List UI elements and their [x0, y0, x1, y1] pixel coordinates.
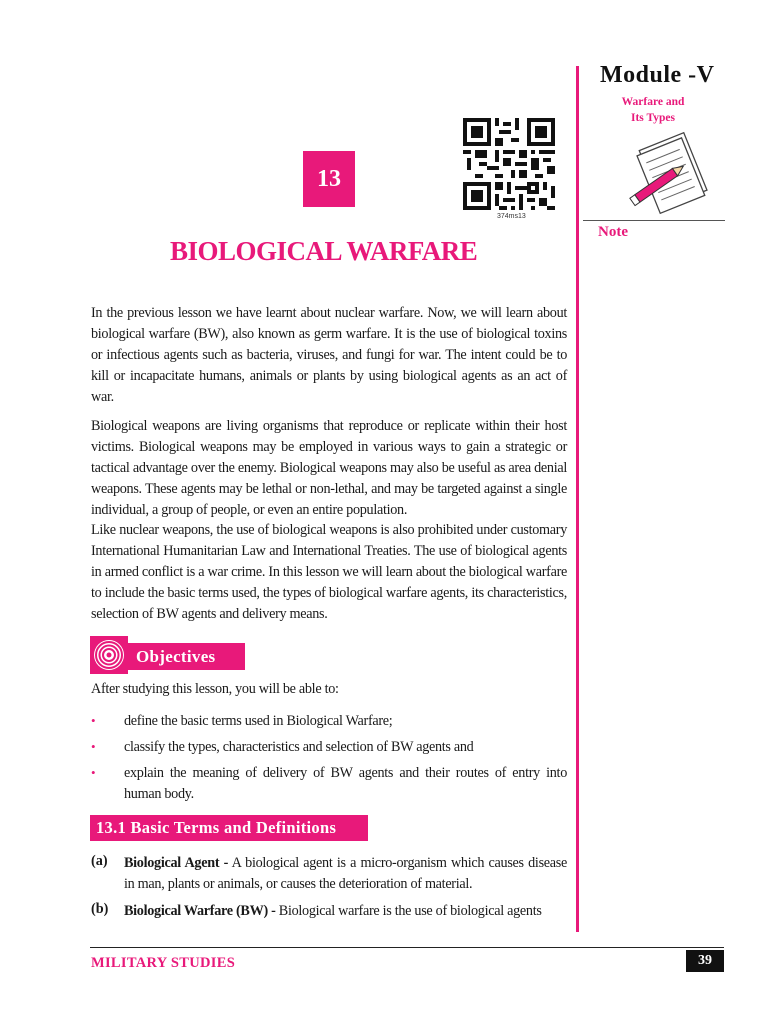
objectives-heading [128, 643, 245, 670]
qr-code-icon[interactable] [463, 117, 555, 216]
objective-item: classify the types, characteristics and selection of BW agents and [124, 739, 474, 755]
qr-caption: 374ms13 [497, 213, 526, 220]
module-subtitle-line2: Its Types [631, 112, 675, 124]
bullet-icon: • [91, 739, 96, 754]
intro-paragraph-3: Like nuclear weapons, the use of biological weapons is also prohibited under customary International Humanitarian Law and International Treaties. The use of biological agents in armed conflict is a war crime. In this lesson we will learn about the biological warfare to include the basic terms used, the types of biological warfare agents, its characteristics, selection of BW agents and delivery means. [91, 522, 567, 622]
note-label: Note [598, 224, 628, 240]
notepad-pencil-icon [620, 126, 720, 225]
definition-letter: (b) [91, 901, 109, 917]
chapter-number: 13 [317, 165, 341, 192]
chapter-title: BIOLOGICAL WARFARE [170, 236, 478, 266]
section-heading [90, 815, 368, 841]
intro-paragraph-1: In the previous lesson we have learnt about nuclear warfare. Now, we will learn about biological warfare (BW), also known as germ warfare. It is the use of biological toxins or infectious agents such as bacteria, viruses, and fungi for war. The intent could be to kill or incapacitate humans, animals or plants by using biological agents as an act of war. [91, 305, 567, 405]
margin-rule [576, 66, 579, 932]
section-heading-label: 13.1 Basic Terms and Definitions [96, 818, 337, 837]
objectives-label: Objectives [136, 646, 216, 666]
objectives-intro: After studying this lesson, you will be able to: [91, 681, 339, 697]
objective-item: explain the meaning of delivery of BW agents and their routes of entry into human body. [124, 765, 567, 802]
target-icon [90, 636, 128, 674]
chapter-number-box [303, 151, 355, 207]
note-rule [583, 220, 725, 221]
definition-term: Biological Warfare (BW) - [124, 903, 276, 919]
module-subtitle-line1: Warfare and [621, 96, 685, 108]
definition-term: Biological Agent - [124, 855, 229, 871]
bullet-icon: • [91, 765, 96, 780]
page-number [686, 950, 724, 972]
definition-text: Biological warfare is the use of biological agents [275, 903, 542, 919]
definition-text: A biological agent is a micro-organism which causes disease in man, plants or animals, or causes the deterioration of material. [124, 855, 567, 892]
objective-item: define the basic terms used in Biological Warfare; [124, 713, 393, 729]
module-title: Module -V [600, 62, 715, 88]
definition-letter: (a) [91, 853, 108, 869]
bullet-icon: • [91, 713, 96, 728]
page-number-label: 39 [698, 953, 712, 968]
definition-item [124, 853, 567, 895]
definition-item [124, 901, 567, 922]
intro-paragraph-2: Biological weapons are living organisms that reproduce or replicate within their host victims. Biological weapons may be employed in various ways to gain a strategic or tactical advantage over the enemy. Biological weapons may also be useful as area denial weapons. These agents may be lethal or non-lethal, and may be targeted against a single individual, a group of people, or even an entire population. [91, 418, 567, 518]
module-subtitle [600, 94, 706, 126]
footer-rule [90, 947, 724, 948]
footer-title: MILITARY STUDIES [91, 955, 236, 971]
